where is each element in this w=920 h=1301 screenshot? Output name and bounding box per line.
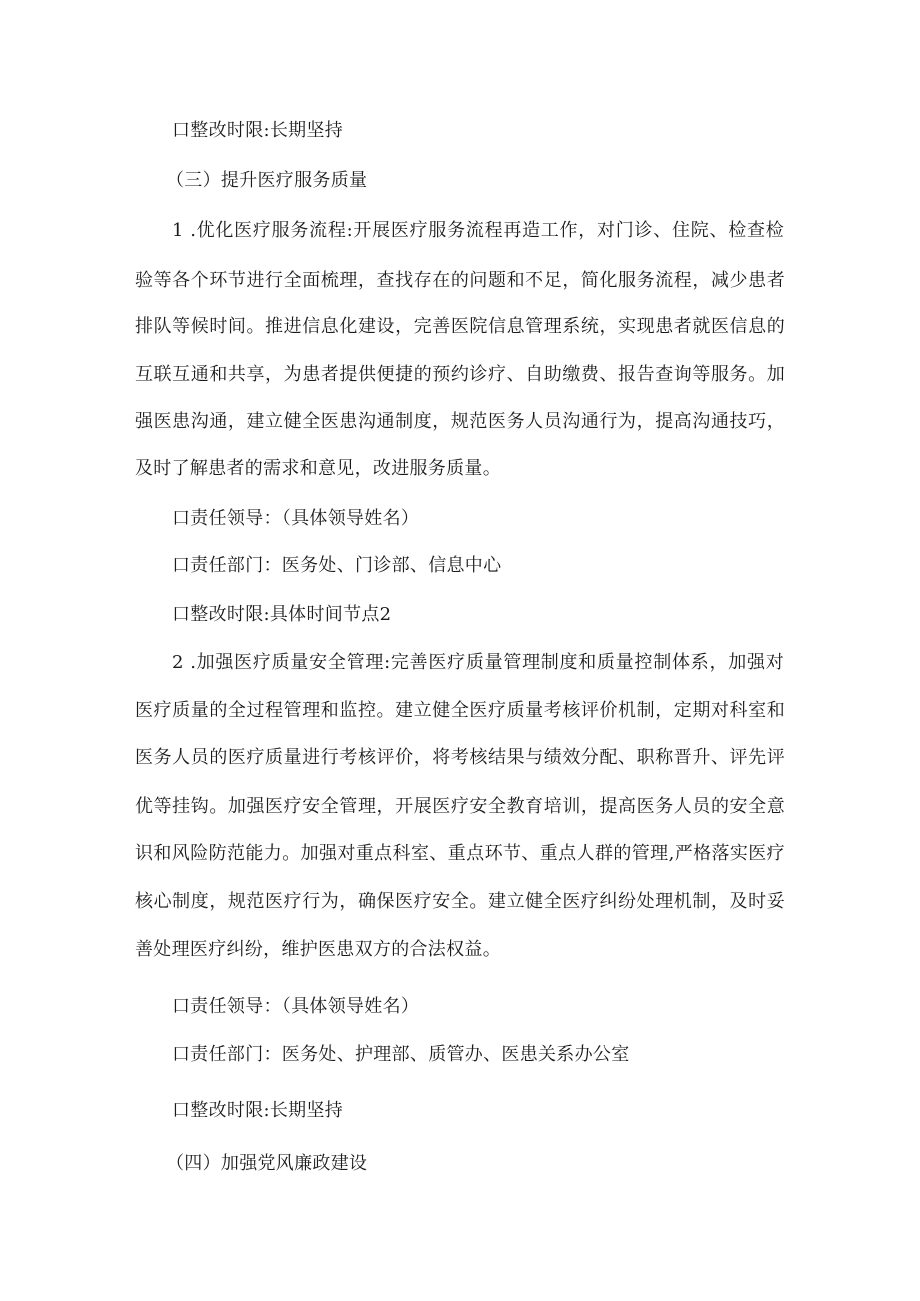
paragraph-2-line-1 <box>172 651 784 675</box>
section-heading-4: （四）加强党风廉政建设 <box>166 1153 368 1174</box>
paragraph-2-line-1-text: 2 .加强医疗质量安全管理:完善医疗质量管理制度和质量控制体系，加强对 <box>172 652 784 673</box>
paragraph-2-line-3 <box>135 746 785 770</box>
paragraph-2-line-3-text: 医务人员的医疗质量进行考核评价，将考核结果与绩效分配、职称晋升、评先评 <box>135 747 785 768</box>
paragraph-2-line-6-text: 核心制度，规范医疗行为，确保医疗安全。建立健全医疗纠纷处理机制，及时妥 <box>135 891 785 912</box>
paragraph-1-line-4 <box>135 363 785 387</box>
section-heading-3: （三）提升医疗服务质量 <box>166 170 368 191</box>
paragraph-1-line-4-text: 互联互通和共享，为患者提供便捷的预约诊疗、自助缴费、报告查询等服务。加 <box>135 364 785 385</box>
paragraph-1-line-3-text: 排队等候时间。推进信息化建设，完善医院信息管理系统，实现患者就医信息的 <box>135 316 785 337</box>
paragraph-1-line-1-text: 1 .优化医疗服务流程:开展医疗服务流程再造工作，对门诊、住院、检查检 <box>172 220 784 241</box>
paragraph-1-line-6: 及时了解患者的需求和意见，改进服务质量。 <box>135 458 501 479</box>
paragraph-1-line-5-text: 强医患沟通，建立健全医患沟通制度，规范医务人员沟通行为，提高沟通技巧， <box>135 411 785 432</box>
paragraph-1-line-1 <box>172 219 784 243</box>
deadline-line: 口整改时限:长期坚持 <box>172 120 344 141</box>
responsible-department-line: 口责任部门：医务处、门诊部、信息中心 <box>172 555 502 576</box>
deadline-line: 口整改时限:具体时间节点2 <box>172 604 392 625</box>
paragraph-1-line-5 <box>135 410 785 434</box>
paragraph-1-line-2-text: 验等各个环节进行全面梳理，查找存在的问题和不足，简化服务流程，减少患者 <box>135 270 785 291</box>
paragraph-1-line-3 <box>135 315 785 339</box>
paragraph-2-line-4-text: 优等挂钩。加强医疗安全管理，开展医疗安全教育培训，提高医务人员的安全意 <box>135 796 785 817</box>
paragraph-2-line-6 <box>135 890 785 914</box>
paragraph-2-line-5-text: 识和风险防范能力。加强对重点科室、重点环节、重点人群的管理,严格落实医疗 <box>135 843 785 864</box>
responsible-leader-line: 口责任领导：（具体领导姓名） <box>172 508 420 529</box>
paragraph-1-line-2 <box>135 269 785 293</box>
paragraph-2-line-7: 善处理医疗纠纷，维护医患双方的合法权益。 <box>135 939 501 960</box>
paragraph-2-line-5 <box>135 842 785 866</box>
paragraph-2-line-4 <box>135 795 785 819</box>
deadline-line: 口整改时限:长期坚持 <box>172 1100 344 1121</box>
paragraph-2-line-2 <box>135 699 785 723</box>
responsible-leader-line: 口责任领导：（具体领导姓名） <box>172 996 420 1017</box>
responsible-department-line: 口责任部门：医务处、护理部、质管办、医患关系办公室 <box>172 1044 630 1065</box>
paragraph-2-line-2-text: 医疗质量的全过程管理和监控。建立健全医疗质量考核评价机制，定期对科室和 <box>135 700 785 721</box>
